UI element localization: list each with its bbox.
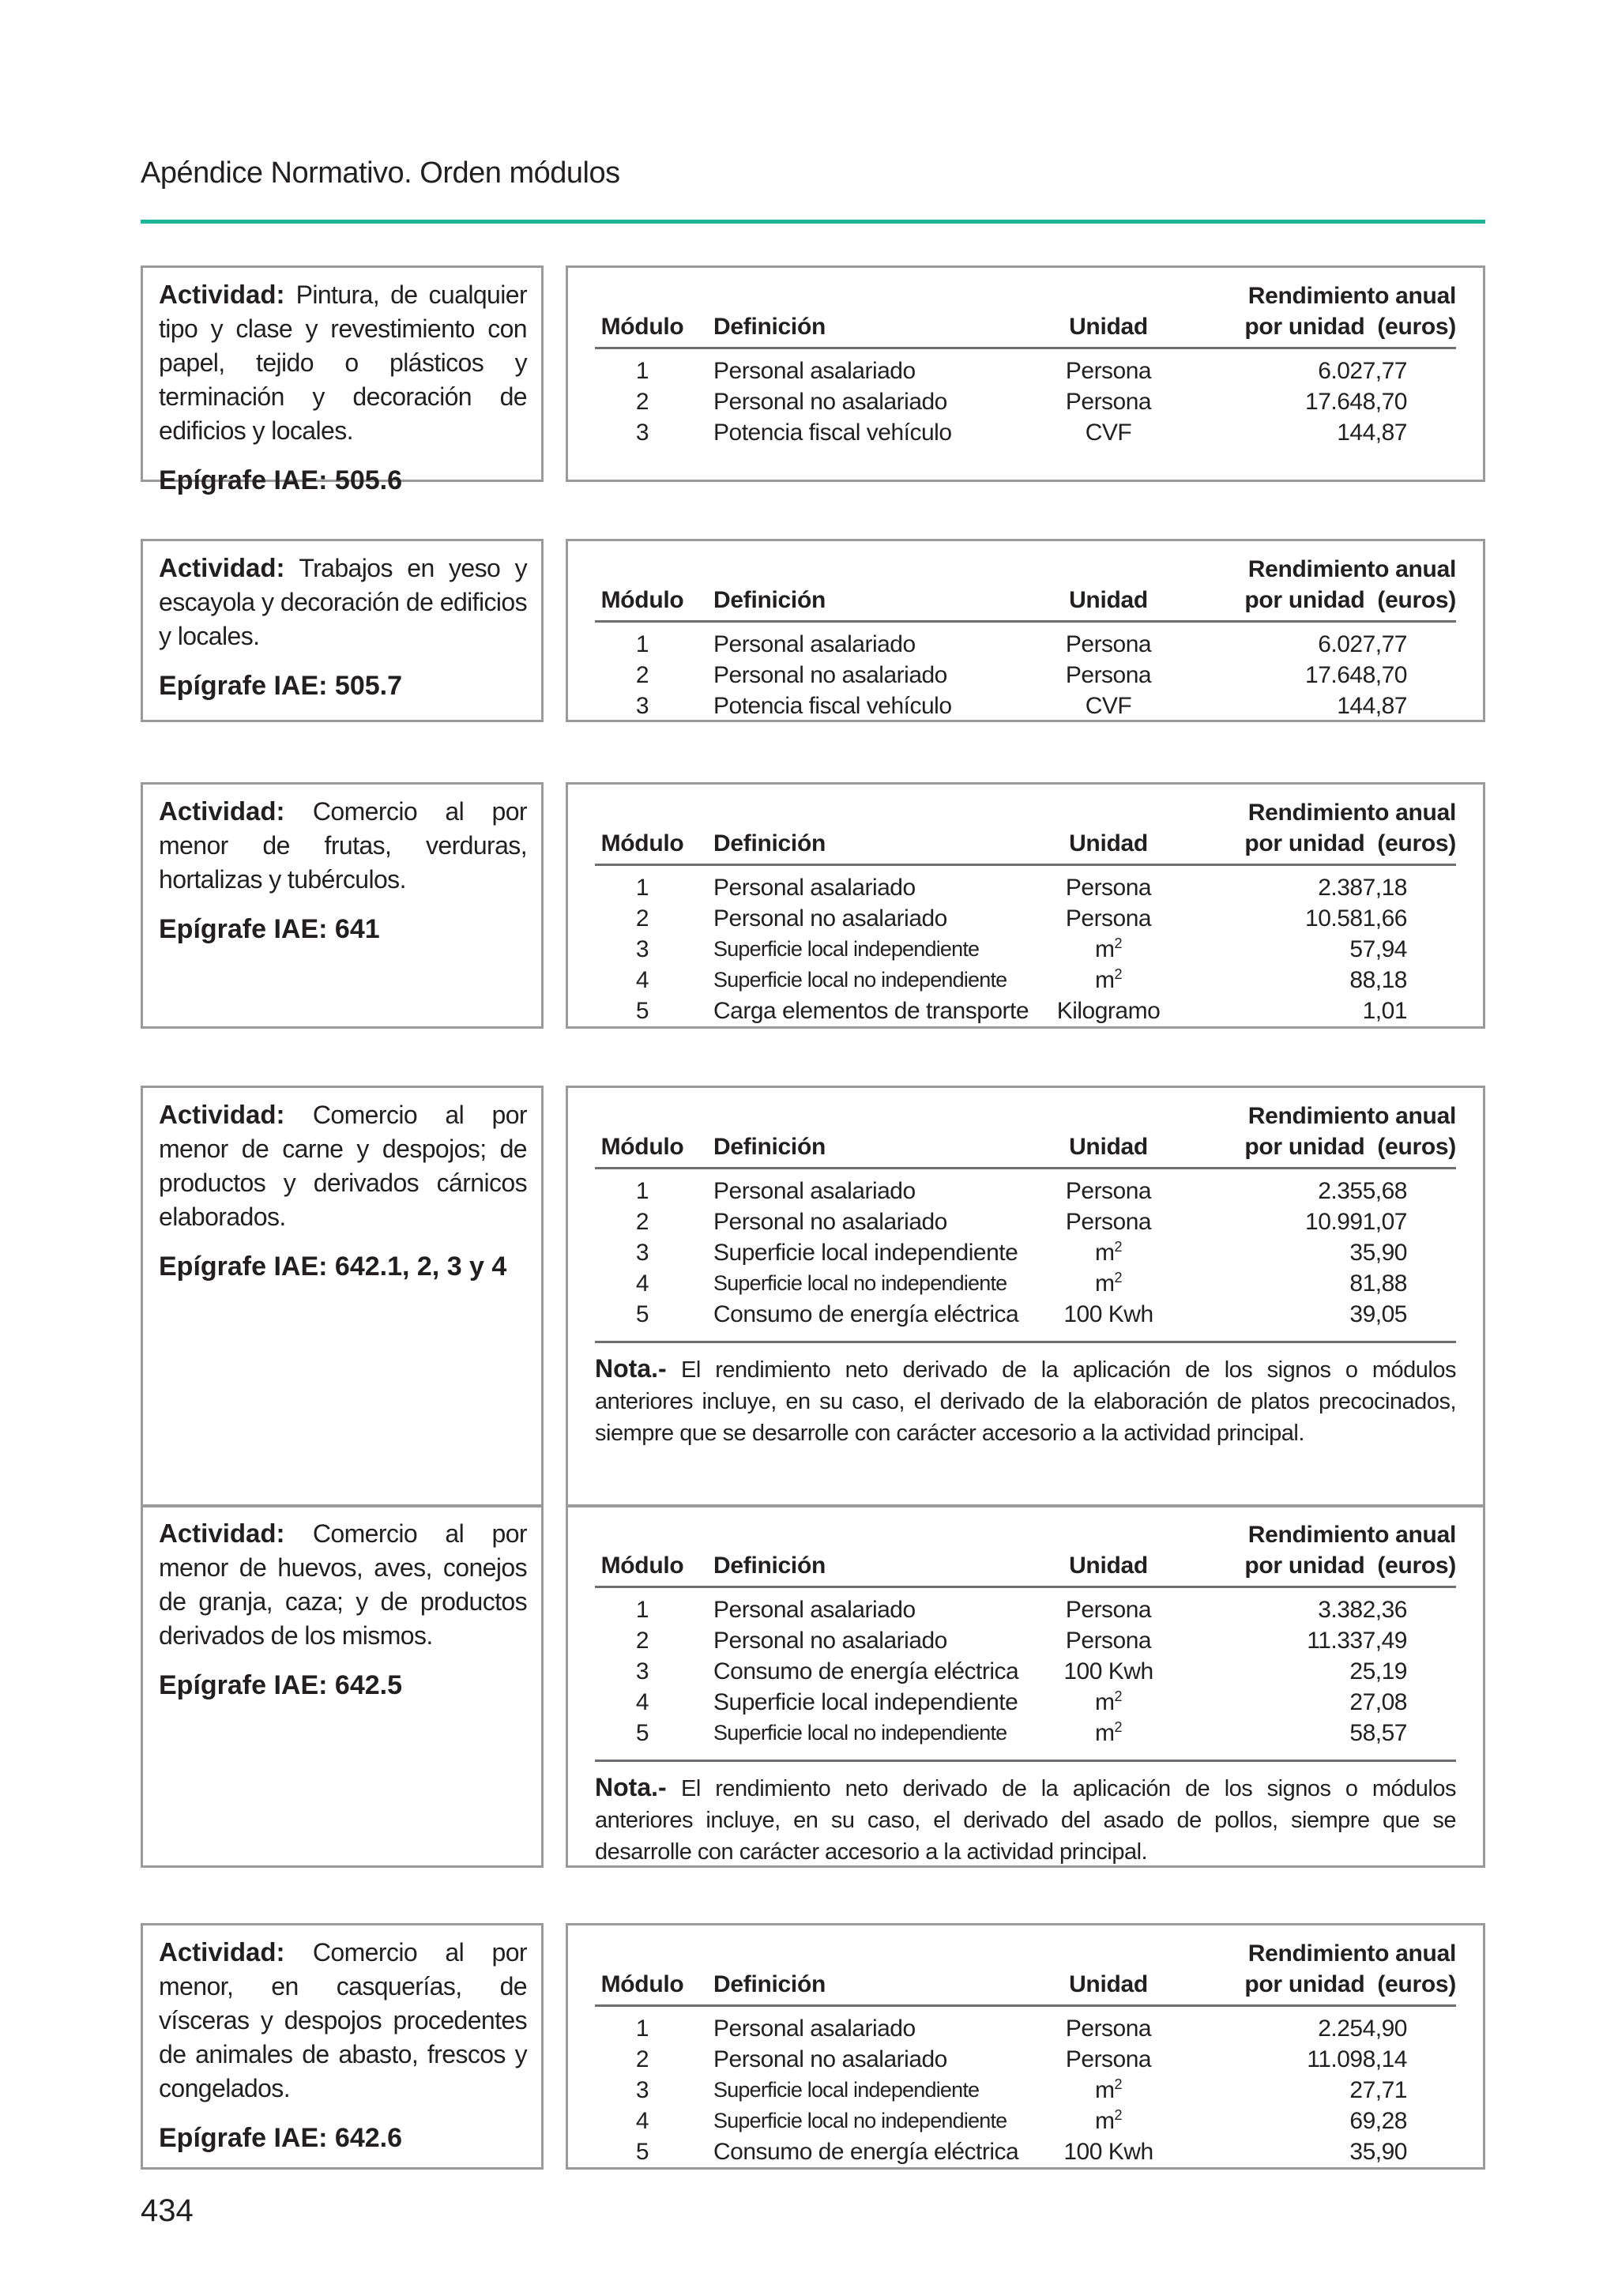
cell-unidad xyxy=(1029,1299,1187,1330)
header-rule xyxy=(141,220,1485,224)
cell-unidad xyxy=(1029,2006,1187,2045)
unidad-text: Persona xyxy=(1065,358,1152,384)
activity-description xyxy=(159,277,527,448)
cell-modulo: 2 xyxy=(635,389,649,415)
column-header-definicion: Definición xyxy=(713,830,826,856)
cell-modulo: 3 xyxy=(635,420,649,446)
unidad-text: m xyxy=(1094,1240,1115,1266)
rendimiento-header-line1: Rendimiento anual xyxy=(1247,800,1456,826)
cell-rendimiento: 1,01 xyxy=(1362,998,1407,1024)
cell-definicion: Superficie local independiente xyxy=(713,1689,1018,1715)
unidad-text: CVF xyxy=(1085,420,1132,446)
activity-text: Comercio al por menor de carne y despojos; de productos y derivados cárnicos elaborados. xyxy=(159,1101,527,1231)
unidad-text: Persona xyxy=(1065,1209,1152,1235)
column-header-unidad: Unidad xyxy=(1069,1553,1148,1579)
table-row xyxy=(595,1656,1456,1687)
cell-definicion: Carga elementos de transporte xyxy=(713,998,1029,1024)
column-header-rendimiento xyxy=(1187,554,1456,622)
cell-modulo: 5 xyxy=(635,1301,649,1327)
cell-modulo: 1 xyxy=(635,2016,649,2042)
cell-definicion: Potencia fiscal vehículo xyxy=(713,693,952,719)
cell-rendimiento: 88,18 xyxy=(1349,967,1407,993)
cell-definicion: Personal asalariado xyxy=(713,2016,916,2042)
cell-definicion: Superficie local no independiente xyxy=(713,968,1007,992)
cell-modulo: 3 xyxy=(635,1658,649,1684)
table-row xyxy=(595,1237,1456,1268)
modules-box xyxy=(566,782,1485,1029)
cell-modulo: 4 xyxy=(635,1689,649,1715)
rendimiento-header-line2: por unidad (euros) xyxy=(1244,1553,1456,1579)
nota-body: El rendimiento neto derivado de la aplicación de los signos o módulos anteriores incluye, en su caso, el derivado del asado de pollos, siempre que se desarrolle con carácter accesorio a la actividad principal. xyxy=(595,1776,1456,1865)
column-header-rendimiento xyxy=(1187,1519,1456,1587)
table-row xyxy=(595,386,1456,417)
unidad-text: Persona xyxy=(1065,2016,1152,2042)
cell-modulo: 1 xyxy=(635,875,649,901)
unidad-superscript: 2 xyxy=(1114,1688,1122,1704)
activity-description xyxy=(159,1097,527,1234)
cell-definicion: Personal no asalariado xyxy=(713,2046,947,2072)
rendimiento-header-line2: por unidad (euros) xyxy=(1244,587,1456,613)
cell-unidad xyxy=(1029,348,1187,387)
table-row xyxy=(595,2075,1456,2106)
unidad-text: 100 Kwh xyxy=(1063,2139,1153,2165)
nota-label: Nota.- xyxy=(595,1773,667,1801)
activity-text: Comercio al por menor, en casquerías, de vísceras y despojos procedentes de animales de abasto, frescos y congelados. xyxy=(159,1938,527,2102)
unidad-text: Kilogramo xyxy=(1056,998,1161,1024)
cell-unidad xyxy=(1029,865,1187,904)
table-header-row xyxy=(595,797,1456,865)
modules-box xyxy=(566,1923,1485,2170)
cell-rendimiento: 39,05 xyxy=(1349,1301,1407,1327)
rendimiento-header-line2: por unidad (euros) xyxy=(1244,1134,1456,1160)
table-row xyxy=(595,965,1456,996)
cell-unidad xyxy=(1029,1625,1187,1656)
table-row xyxy=(595,1625,1456,1656)
cell-rendimiento: 144,87 xyxy=(1337,420,1407,446)
cell-definicion: Superficie local independiente xyxy=(713,2078,980,2102)
cell-definicion: Personal no asalariado xyxy=(713,662,947,688)
cell-definicion: Consumo de energía eléctrica xyxy=(713,1658,1019,1684)
column-header-modulo: Módulo xyxy=(600,830,684,856)
cell-modulo: 3 xyxy=(635,693,649,719)
cell-modulo: 4 xyxy=(635,967,649,993)
cell-definicion: Personal asalariado xyxy=(713,358,916,384)
column-header-definicion: Definición xyxy=(713,1134,826,1160)
cell-modulo: 5 xyxy=(635,1720,649,1746)
table-row xyxy=(595,1268,1456,1299)
unidad-text: m xyxy=(1094,2077,1115,2103)
column-header-rendimiento xyxy=(1187,1101,1456,1169)
cell-unidad xyxy=(1029,1718,1187,1748)
unidad-superscript: 2 xyxy=(1114,2107,1122,2123)
table-row xyxy=(595,1718,1456,1748)
unidad-text: Persona xyxy=(1065,1597,1152,1623)
rendimiento-header-line1: Rendimiento anual xyxy=(1247,283,1456,309)
table-row xyxy=(595,1169,1456,1207)
activity-label: Actividad: xyxy=(159,280,285,309)
unidad-superscript: 2 xyxy=(1114,1270,1122,1285)
cell-unidad xyxy=(1029,1656,1187,1687)
modules-table xyxy=(595,280,1456,448)
cell-definicion: Superficie local independiente xyxy=(713,1240,1018,1266)
column-header-modulo: Módulo xyxy=(600,587,684,613)
unidad-superscript: 2 xyxy=(1114,935,1122,951)
nota-label: Nota.- xyxy=(595,1354,667,1383)
activity-box xyxy=(141,1086,544,1507)
rendimiento-header-line1: Rendimiento anual xyxy=(1247,556,1456,582)
cell-unidad xyxy=(1029,660,1187,691)
cell-rendimiento: 10.991,07 xyxy=(1305,1209,1407,1235)
page-header-title: Apéndice Normativo. Orden módulos xyxy=(141,156,620,190)
cell-modulo: 2 xyxy=(635,905,649,932)
cell-rendimiento: 27,08 xyxy=(1349,1689,1407,1715)
table-row xyxy=(595,1299,1456,1330)
modules-table xyxy=(595,554,1456,721)
activity-box xyxy=(141,782,544,1029)
cell-modulo: 3 xyxy=(635,1240,649,1266)
modules-box xyxy=(566,539,1485,722)
column-header-modulo: Módulo xyxy=(600,314,684,340)
activity-label: Actividad: xyxy=(159,1100,285,1129)
page-number: 434 xyxy=(141,2193,194,2228)
cell-modulo: 1 xyxy=(635,1178,649,1204)
activity-text: Trabajos en yeso y escayola y decoración de edificios y locales. xyxy=(159,554,527,650)
unidad-text: m xyxy=(1094,1720,1115,1746)
cell-rendimiento: 144,87 xyxy=(1337,693,1407,719)
cell-unidad xyxy=(1029,417,1187,448)
cell-modulo: 2 xyxy=(635,1209,649,1235)
unidad-text: Persona xyxy=(1065,389,1152,415)
table-row xyxy=(595,691,1456,721)
cell-unidad xyxy=(1029,1587,1187,1626)
cell-unidad xyxy=(1029,622,1187,661)
table-row xyxy=(595,865,1456,904)
activity-description xyxy=(159,1935,527,2106)
unidad-text: Persona xyxy=(1065,631,1152,657)
unidad-superscript: 2 xyxy=(1114,1719,1122,1735)
column-header-unidad: Unidad xyxy=(1069,1134,1148,1160)
cell-modulo: 1 xyxy=(635,1597,649,1623)
column-header-definicion: Definición xyxy=(713,1553,826,1579)
cell-rendimiento: 6.027,77 xyxy=(1318,358,1407,384)
table-row xyxy=(595,348,1456,387)
column-header-unidad: Unidad xyxy=(1069,587,1148,613)
cell-unidad xyxy=(1029,965,1187,996)
modules-box xyxy=(566,1086,1485,1507)
rendimiento-header-line2: por unidad (euros) xyxy=(1244,1971,1456,1997)
unidad-superscript: 2 xyxy=(1114,2076,1122,2092)
cell-definicion: Consumo de energía eléctrica xyxy=(713,2139,1019,2165)
cell-modulo: 1 xyxy=(635,631,649,657)
unidad-text: m xyxy=(1094,967,1115,993)
cell-unidad xyxy=(1029,2136,1187,2167)
cell-definicion: Superficie local no independiente xyxy=(713,1721,1007,1745)
nota-body: El rendimiento neto derivado de la aplicación de los signos o módulos anteriores incluye, en su caso, el derivado de la elaboración de platos precocinados, siempre que se desarrolle con carácter accesorio a la actividad principal. xyxy=(595,1357,1456,1446)
cell-unidad xyxy=(1029,2106,1187,2136)
unidad-text: CVF xyxy=(1085,693,1132,719)
table-row xyxy=(595,934,1456,965)
activity-label: Actividad: xyxy=(159,1937,285,1967)
unidad-text: m xyxy=(1094,2108,1115,2134)
activity-description xyxy=(159,794,527,897)
table-header-row xyxy=(595,554,1456,622)
cell-modulo: 2 xyxy=(635,662,649,688)
cell-definicion: Personal asalariado xyxy=(713,875,916,901)
cell-rendimiento: 35,90 xyxy=(1349,2139,1407,2165)
cell-definicion: Potencia fiscal vehículo xyxy=(713,420,952,446)
epigrafe-iae: Epígrafe IAE: 641 xyxy=(159,914,380,944)
cell-rendimiento: 3.382,36 xyxy=(1318,1597,1407,1623)
activity-box xyxy=(141,1923,544,2170)
cell-definicion: Superficie local independiente xyxy=(713,937,980,961)
cell-definicion: Personal asalariado xyxy=(713,631,916,657)
modules-table xyxy=(595,1101,1456,1330)
cell-modulo: 3 xyxy=(635,936,649,962)
activity-text: Comercio al por menor de huevos, aves, conejos de granja, caza; y de productos derivados de los mismos. xyxy=(159,1519,527,1650)
cell-unidad xyxy=(1029,934,1187,965)
activity-description xyxy=(159,1516,527,1653)
rendimiento-header-line1: Rendimiento anual xyxy=(1247,1522,1456,1548)
column-header-rendimiento xyxy=(1187,280,1456,348)
column-header-unidad: Unidad xyxy=(1069,1971,1148,1997)
table-row xyxy=(595,1687,1456,1718)
table-row xyxy=(595,2106,1456,2136)
cell-unidad xyxy=(1029,1237,1187,1268)
cell-rendimiento: 10.581,66 xyxy=(1305,905,1407,932)
unidad-text: m xyxy=(1094,936,1115,962)
cell-unidad xyxy=(1029,2044,1187,2075)
unidad-text: Persona xyxy=(1065,905,1152,932)
column-header-modulo: Módulo xyxy=(600,1971,684,1997)
cell-definicion: Personal no asalariado xyxy=(713,389,947,415)
cell-rendimiento: 69,28 xyxy=(1349,2108,1407,2134)
modules-table xyxy=(595,1519,1456,1748)
table-row xyxy=(595,2136,1456,2167)
column-header-modulo: Módulo xyxy=(600,1553,684,1579)
activity-label: Actividad: xyxy=(159,796,285,826)
unidad-text: m xyxy=(1094,1270,1115,1297)
modules-box xyxy=(566,1504,1485,1868)
cell-definicion: Personal asalariado xyxy=(713,1597,916,1623)
cell-rendimiento: 25,19 xyxy=(1349,1658,1407,1684)
activity-box xyxy=(141,1504,544,1868)
table-row xyxy=(595,996,1456,1026)
cell-unidad xyxy=(1029,691,1187,721)
rendimiento-header-line2: por unidad (euros) xyxy=(1244,314,1456,340)
epigrafe-iae: Epígrafe IAE: 505.6 xyxy=(159,465,403,495)
cell-unidad xyxy=(1029,2075,1187,2106)
table-header-row xyxy=(595,1519,1456,1587)
cell-definicion: Consumo de energía eléctrica xyxy=(713,1301,1019,1327)
cell-rendimiento: 2.254,90 xyxy=(1318,2016,1407,2042)
cell-definicion: Superficie local no independiente xyxy=(713,2109,1007,2132)
activity-text: Pintura, de cualquier tipo y clase y revestimiento con papel, tejido o plásticos y terminación y decoración de edificios y locales. xyxy=(159,280,527,445)
table-row xyxy=(595,2044,1456,2075)
table-row xyxy=(595,1587,1456,1626)
cell-definicion: Superficie local no independiente xyxy=(713,1271,1007,1295)
cell-modulo: 2 xyxy=(635,1628,649,1654)
unidad-text: Persona xyxy=(1065,875,1152,901)
cell-rendimiento: 6.027,77 xyxy=(1318,631,1407,657)
cell-modulo: 5 xyxy=(635,2139,649,2165)
table-row xyxy=(595,903,1456,934)
cell-definicion: Personal asalariado xyxy=(713,1178,916,1204)
cell-modulo: 1 xyxy=(635,358,649,384)
unidad-text: 100 Kwh xyxy=(1063,1658,1153,1684)
cell-modulo: 2 xyxy=(635,2046,649,2072)
table-row xyxy=(595,417,1456,448)
activity-box xyxy=(141,265,544,495)
column-header-definicion: Definición xyxy=(713,587,826,613)
modules-table xyxy=(595,1938,1456,2167)
column-header-unidad: Unidad xyxy=(1069,830,1148,856)
unidad-superscript: 2 xyxy=(1114,1239,1122,1255)
cell-definicion: Personal no asalariado xyxy=(713,1628,947,1654)
column-header-modulo: Módulo xyxy=(600,1134,684,1160)
cell-unidad xyxy=(1029,1206,1187,1237)
activity-label: Actividad: xyxy=(159,553,285,582)
cell-modulo: 3 xyxy=(635,2077,649,2103)
cell-definicion: Personal no asalariado xyxy=(713,905,947,932)
cell-rendimiento: 57,94 xyxy=(1349,936,1407,962)
cell-definicion: Personal no asalariado xyxy=(713,1209,947,1235)
epigrafe-iae: Epígrafe IAE: 642.1, 2, 3 y 4 xyxy=(159,1252,507,1282)
column-header-definicion: Definición xyxy=(713,1971,826,1997)
activity-box xyxy=(141,539,544,722)
table-row xyxy=(595,622,1456,661)
cell-rendimiento: 11.098,14 xyxy=(1307,2046,1407,2072)
epigrafe-iae: Epígrafe IAE: 642.5 xyxy=(159,1670,403,1700)
cell-unidad xyxy=(1029,996,1187,1026)
rendimiento-header-line2: por unidad (euros) xyxy=(1244,830,1456,856)
table-row xyxy=(595,660,1456,691)
cell-unidad xyxy=(1029,1169,1187,1207)
cell-unidad xyxy=(1029,386,1187,417)
cell-rendimiento: 17.648,70 xyxy=(1305,662,1407,688)
cell-modulo: 4 xyxy=(635,2108,649,2134)
table-header-row xyxy=(595,280,1456,348)
unidad-text: Persona xyxy=(1065,1628,1152,1654)
modules-table xyxy=(595,797,1456,1026)
unidad-text: m xyxy=(1094,1689,1115,1715)
table-header-row xyxy=(595,1938,1456,2006)
cell-rendimiento: 2.387,18 xyxy=(1318,875,1407,901)
cell-rendimiento: 27,71 xyxy=(1349,2077,1407,2103)
column-header-rendimiento xyxy=(1187,1938,1456,2006)
table-row xyxy=(595,2006,1456,2045)
cell-rendimiento: 17.648,70 xyxy=(1305,389,1407,415)
activity-label: Actividad: xyxy=(159,1519,285,1548)
nota-text xyxy=(595,1341,1456,1449)
column-header-definicion: Definición xyxy=(713,314,826,340)
cell-unidad xyxy=(1029,1687,1187,1718)
cell-rendimiento: 2.355,68 xyxy=(1318,1178,1407,1204)
modules-box xyxy=(566,265,1485,482)
cell-unidad xyxy=(1029,1268,1187,1299)
table-header-row xyxy=(595,1101,1456,1169)
unidad-text: Persona xyxy=(1065,662,1152,688)
nota-text xyxy=(595,1760,1456,1868)
rendimiento-header-line1: Rendimiento anual xyxy=(1247,1940,1456,1967)
cell-rendimiento: 11.337,49 xyxy=(1307,1628,1407,1654)
cell-modulo: 5 xyxy=(635,998,649,1024)
cell-rendimiento: 58,57 xyxy=(1349,1720,1407,1746)
cell-modulo: 4 xyxy=(635,1270,649,1297)
table-row xyxy=(595,1206,1456,1237)
epigrafe-iae: Epígrafe IAE: 505.7 xyxy=(159,671,403,701)
unidad-text: 100 Kwh xyxy=(1063,1301,1153,1327)
activity-description xyxy=(159,551,527,653)
activity-text: Comercio al por menor de frutas, verduras, hortalizas y tubérculos. xyxy=(159,797,527,894)
unidad-text: Persona xyxy=(1065,2046,1152,2072)
cell-unidad xyxy=(1029,903,1187,934)
column-header-rendimiento xyxy=(1187,797,1456,865)
cell-rendimiento: 81,88 xyxy=(1349,1270,1407,1297)
cell-rendimiento: 35,90 xyxy=(1349,1240,1407,1266)
epigrafe-iae: Epígrafe IAE: 642.6 xyxy=(159,2123,403,2153)
unidad-text: Persona xyxy=(1065,1178,1152,1204)
rendimiento-header-line1: Rendimiento anual xyxy=(1247,1103,1456,1129)
column-header-unidad: Unidad xyxy=(1069,314,1148,340)
unidad-superscript: 2 xyxy=(1114,966,1122,982)
